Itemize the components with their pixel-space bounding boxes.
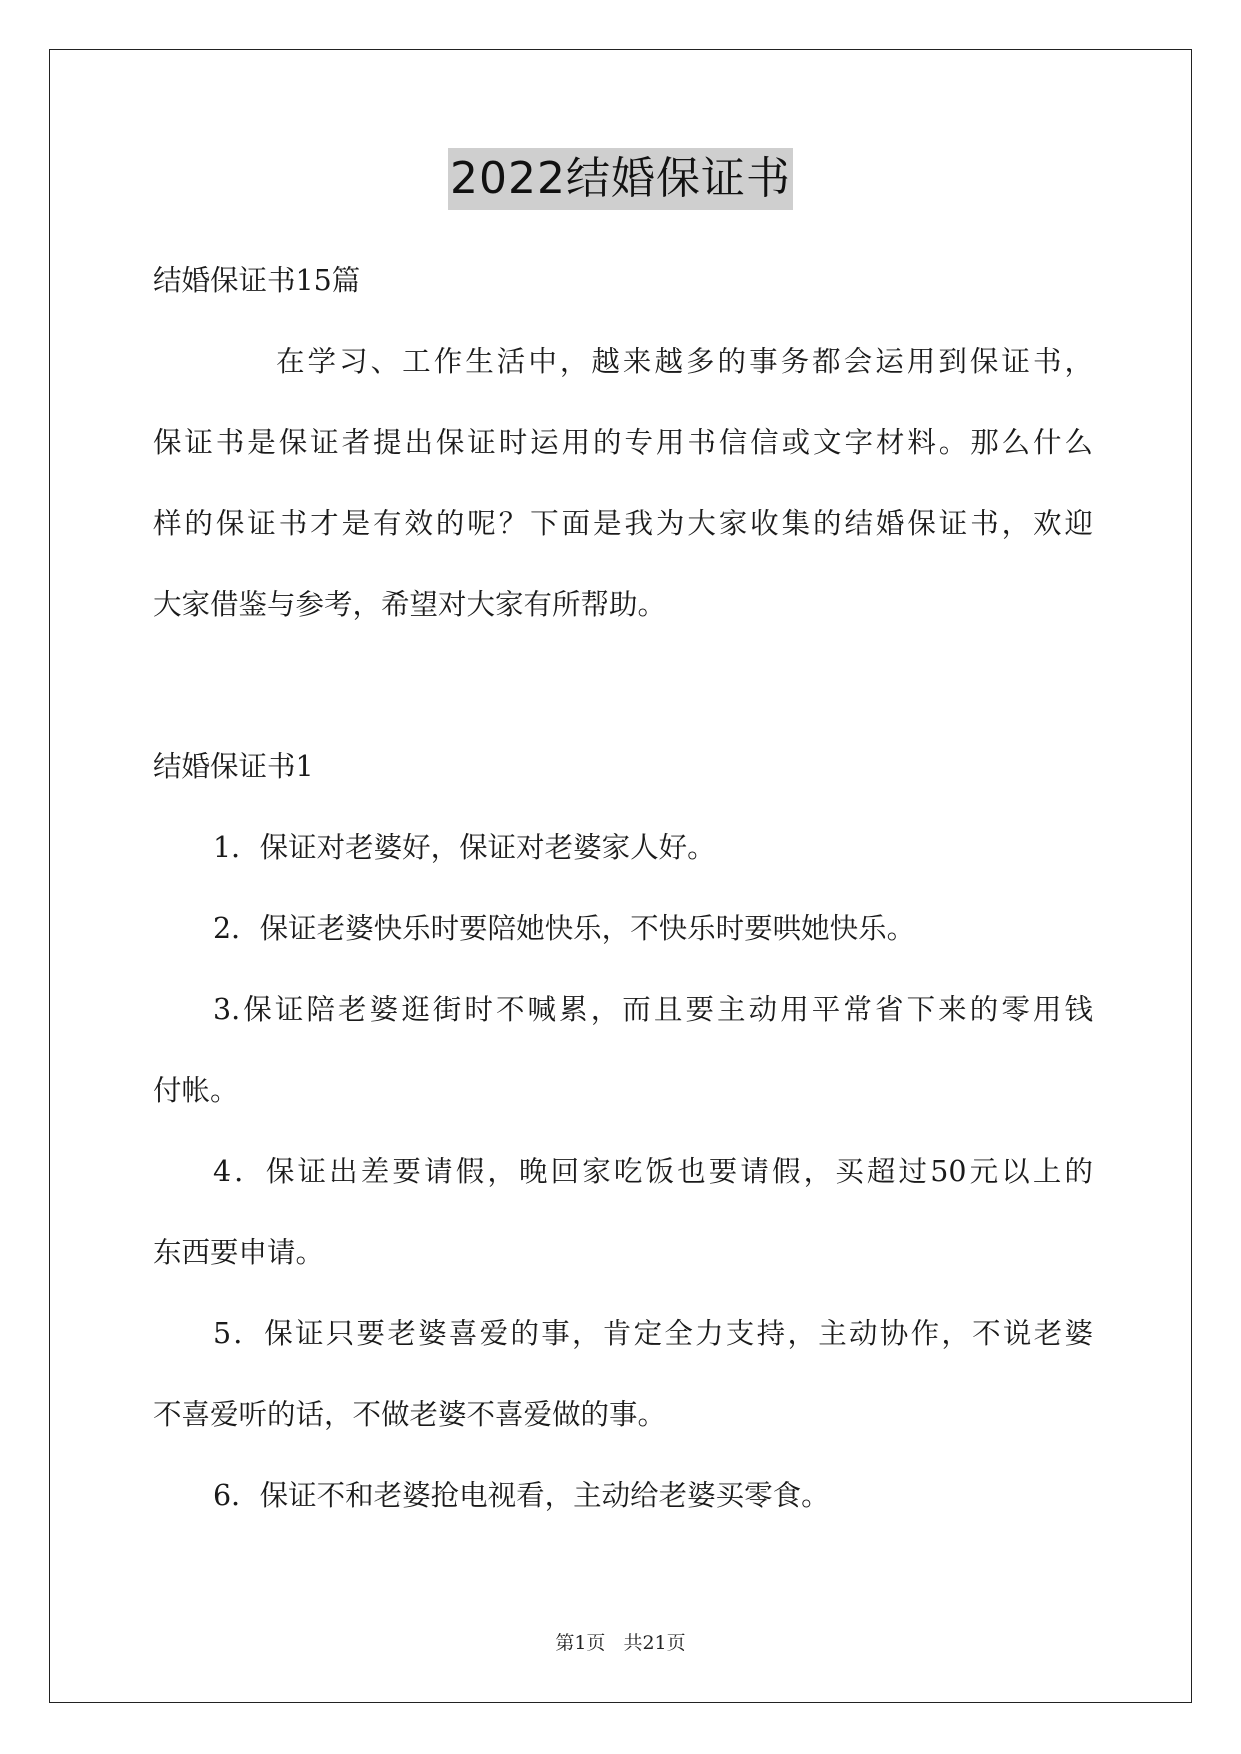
page-total: 共21页 [623, 1632, 686, 1654]
list-item: 1．保证对老婆好，保证对老婆家人好。 [213, 831, 716, 864]
intro-line: 大家借鉴与参考，希望对大家有所帮助。 [153, 588, 667, 621]
subtitle: 结婚保证书15篇 [153, 264, 361, 297]
section-heading: 结婚保证书1 [153, 750, 314, 783]
page-footer [0, 1628, 1241, 1655]
intro-line: 保证书是保证者提出保证时运用的专用书信信或文字材料。那么什么 [153, 426, 1093, 459]
list-item-continuation: 不喜爱听的话，不做老婆不喜爱做的事。 [153, 1398, 667, 1431]
list-item: 2．保证老婆快乐时要陪她快乐，不快乐时要哄她快乐。 [213, 912, 916, 945]
list-item-continuation: 付帐。 [153, 1074, 239, 1107]
page-number: 第1页 [555, 1632, 606, 1654]
list-item: 3.保证陪老婆逛街时不喊累，而且要主动用平常省下来的零用钱 [213, 993, 1093, 1026]
list-item: 5．保证只要老婆喜爱的事，肯定全力支持，主动协作，不说老婆 [213, 1317, 1093, 1350]
spacer [153, 645, 1093, 726]
document-title: 2022结婚保证书 [448, 148, 793, 210]
list-item: 6．保证不和老婆抢电视看，主动给老婆买零食。 [213, 1479, 830, 1512]
list-item: 4．保证出差要请假，晚回家吃饭也要请假，买超过50元以上的 [213, 1155, 1093, 1188]
title-container [0, 148, 1241, 210]
intro-line: 在学习、工作生活中，越来越多的事务都会运用到保证书， [276, 345, 1093, 378]
document-body [153, 240, 1093, 1536]
list-item-continuation: 东西要申请。 [153, 1236, 325, 1269]
intro-line: 样的保证书才是有效的呢？下面是我为大家收集的结婚保证书，欢迎 [153, 507, 1093, 540]
